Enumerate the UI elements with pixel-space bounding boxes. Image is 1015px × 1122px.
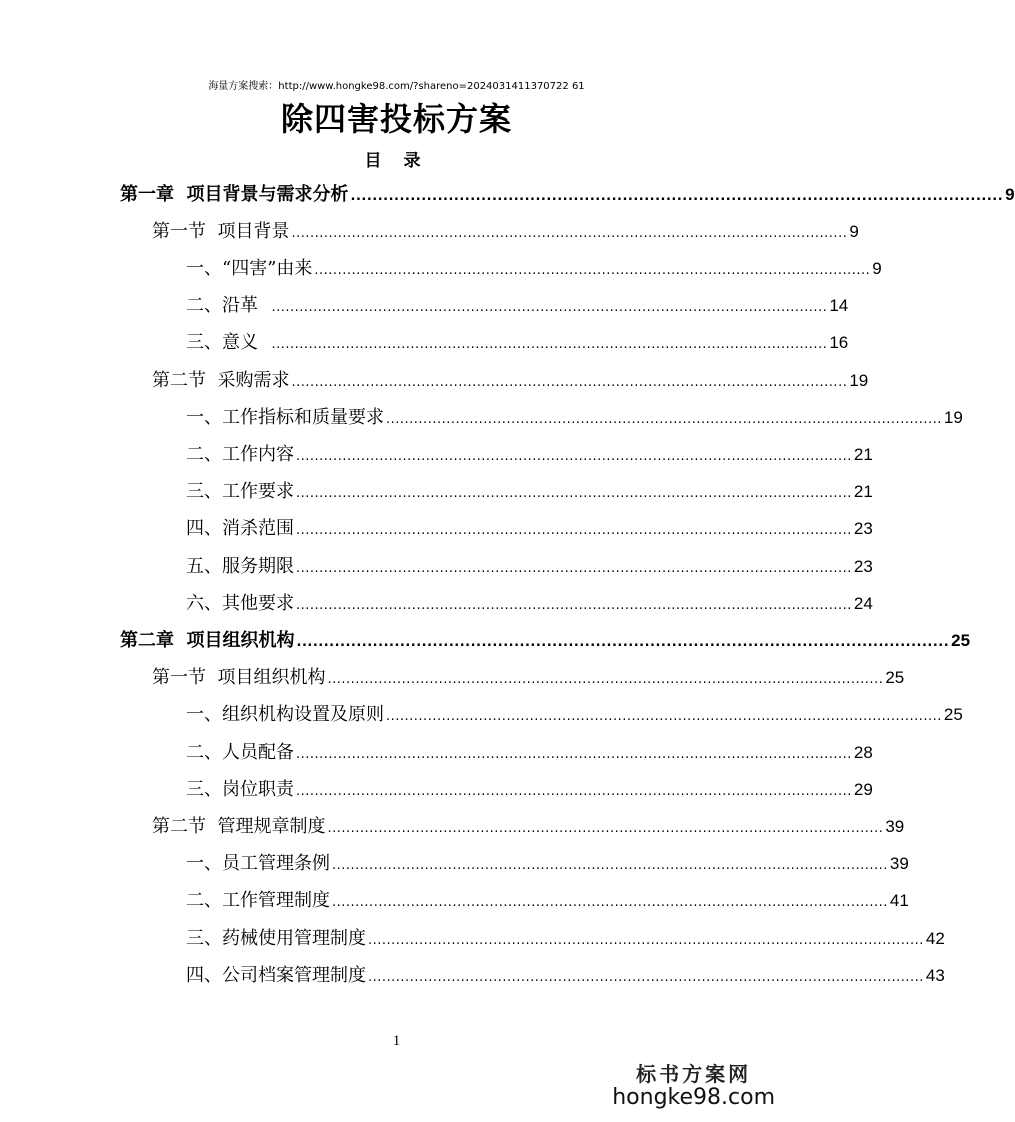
toc-leader-dots: ........................................................................................................................ bbox=[368, 933, 924, 948]
toc-leader-dots: ........................................................................................................................ bbox=[327, 672, 884, 687]
toc-entry[interactable] bbox=[186, 324, 849, 354]
toc-entry-page: 29 bbox=[853, 780, 873, 799]
toc-entry-page: 39 bbox=[885, 817, 905, 836]
toc-entry-page: 25 bbox=[943, 705, 963, 724]
toc-entry-page: 28 bbox=[853, 743, 873, 762]
toc-entry-page: 9 bbox=[849, 222, 859, 241]
toc-entry-page: 23 bbox=[853, 557, 873, 576]
page-number: 1 bbox=[392, 1033, 401, 1049]
toc-entry-title: 第二章 项目组织机构 bbox=[120, 630, 295, 651]
toc-entry-title: 一、员工管理条例 bbox=[186, 853, 330, 874]
toc-leader-dots: ........................................................................................................................ bbox=[296, 598, 852, 613]
toc-entry[interactable] bbox=[186, 771, 873, 801]
toc-entry-title: 第一节 项目组织机构 bbox=[152, 667, 326, 688]
watermark-logo bbox=[612, 1058, 775, 1110]
toc-entry-title: 五、服务期限 bbox=[186, 556, 294, 577]
toc-leader-dots: ........................................................................................................................ bbox=[296, 523, 852, 538]
watermark-cn: 标书方案网 bbox=[636, 1062, 752, 1086]
toc-entry[interactable] bbox=[120, 622, 971, 652]
toc-entry-title: 三、意义 bbox=[186, 332, 270, 353]
toc-entry-title: 三、岗位职责 bbox=[186, 779, 294, 800]
toc-entry[interactable] bbox=[186, 882, 909, 912]
toc-entry-title: 四、公司档案管理制度 bbox=[186, 965, 366, 986]
toc-entry[interactable] bbox=[186, 845, 909, 875]
toc-heading: 目 录 bbox=[364, 151, 429, 171]
toc-leader-dots: ........................................................................................................................ bbox=[296, 635, 950, 650]
toc-entry[interactable] bbox=[186, 957, 945, 987]
toc-entry-title: 第二节 采购需求 bbox=[152, 370, 290, 391]
toc-entry[interactable] bbox=[186, 436, 873, 466]
toc-entry[interactable] bbox=[186, 920, 945, 950]
toc-entry[interactable] bbox=[186, 696, 963, 726]
toc-entry-title: 二、工作管理制度 bbox=[186, 890, 330, 911]
toc-entry-title: 二、人员配备 bbox=[186, 742, 294, 763]
toc-entry-title: 第一章 项目背景与需求分析 bbox=[120, 184, 349, 205]
toc-leader-dots: ........................................................................................................................ bbox=[296, 449, 852, 464]
toc-leader-dots: ........................................................................................................................ bbox=[296, 784, 852, 799]
toc-entry-title: 四、消杀范围 bbox=[186, 518, 294, 539]
toc-entry-page: 9 bbox=[1005, 185, 1015, 204]
toc-leader-dots: ........................................................................................................................ bbox=[332, 895, 888, 910]
toc-entry-page: 43 bbox=[925, 966, 945, 985]
toc-entry-title: 一、工作指标和质量要求 bbox=[186, 407, 384, 428]
toc-entry[interactable] bbox=[152, 808, 905, 838]
toc-entry-title: 六、其他要求 bbox=[186, 593, 294, 614]
toc-entry-page: 16 bbox=[829, 333, 849, 352]
header-url: 海量方案搜索：http://www.hongke98.com/?shareno=2024031411370722 61 bbox=[208, 81, 585, 92]
toc-entry-title: 一、“四害”由来 bbox=[186, 258, 313, 279]
toc-entry[interactable] bbox=[152, 213, 859, 243]
toc-entry[interactable] bbox=[186, 287, 849, 317]
toc-entry[interactable] bbox=[186, 548, 873, 578]
toc-entry-page: 19 bbox=[943, 408, 963, 427]
watermark-en: hongke98.com bbox=[612, 1085, 775, 1110]
toc-leader-dots: ........................................................................................................................ bbox=[386, 709, 942, 724]
toc-entry-title: 二、沿革 bbox=[186, 295, 270, 316]
toc-leader-dots: ........................................................................................................................ bbox=[368, 970, 924, 985]
toc-entry[interactable] bbox=[186, 585, 873, 615]
toc-entry-page: 9 bbox=[872, 259, 882, 278]
toc-leader-dots: ........................................................................................................................ bbox=[296, 486, 852, 501]
toc-entry[interactable] bbox=[186, 510, 873, 540]
toc-entry-page: 39 bbox=[889, 854, 909, 873]
toc-leader-dots: ........................................................................................................................ bbox=[291, 226, 848, 241]
toc-leader-dots: ........................................................................................................................ bbox=[327, 821, 884, 836]
toc-entry[interactable] bbox=[152, 659, 905, 689]
toc-entry-page: 25 bbox=[951, 631, 971, 650]
toc-entry-page: 25 bbox=[885, 668, 905, 687]
document-title: 除四害投标方案 bbox=[280, 100, 512, 138]
toc-entry[interactable] bbox=[186, 734, 873, 764]
toc-entry-title: 三、药械使用管理制度 bbox=[186, 928, 366, 949]
toc-entry-title: 三、工作要求 bbox=[186, 481, 294, 502]
toc-entry-page: 21 bbox=[853, 445, 873, 464]
toc-leader-dots: ........................................................................................................................ bbox=[296, 747, 852, 762]
toc-entry-page: 19 bbox=[849, 371, 869, 390]
toc-leader-dots: ........................................................................................................................ bbox=[314, 263, 871, 278]
toc-entry-title: 第一节 项目背景 bbox=[152, 221, 290, 242]
toc-leader-dots: ........................................................................................................................ bbox=[350, 189, 1004, 204]
toc-entry-title: 二、工作内容 bbox=[186, 444, 294, 465]
toc-entry[interactable] bbox=[186, 399, 963, 429]
toc-entry[interactable] bbox=[152, 362, 869, 392]
toc-leader-dots: ........................................................................................................................ bbox=[271, 300, 828, 315]
toc-entry-title: 一、组织机构设置及原则 bbox=[186, 704, 384, 725]
toc-leader-dots: ........................................................................................................................ bbox=[332, 858, 888, 873]
toc-entry-page: 21 bbox=[853, 482, 873, 501]
toc-entry-page: 24 bbox=[853, 594, 873, 613]
toc-entry-page: 23 bbox=[853, 519, 873, 538]
toc-leader-dots: ........................................................................................................................ bbox=[271, 337, 828, 352]
toc-leader-dots: ........................................................................................................................ bbox=[296, 561, 852, 576]
toc-entry[interactable] bbox=[120, 176, 1015, 206]
toc-entry[interactable] bbox=[186, 473, 873, 503]
toc-entry-page: 42 bbox=[925, 929, 945, 948]
toc-leader-dots: ........................................................................................................................ bbox=[291, 375, 848, 390]
toc-entry[interactable] bbox=[186, 250, 882, 280]
toc-entry-page: 14 bbox=[829, 296, 849, 315]
toc-leader-dots: ........................................................................................................................ bbox=[386, 412, 942, 427]
toc-entry-page: 41 bbox=[889, 891, 909, 910]
toc-entry-title: 第二节 管理规章制度 bbox=[152, 816, 326, 837]
